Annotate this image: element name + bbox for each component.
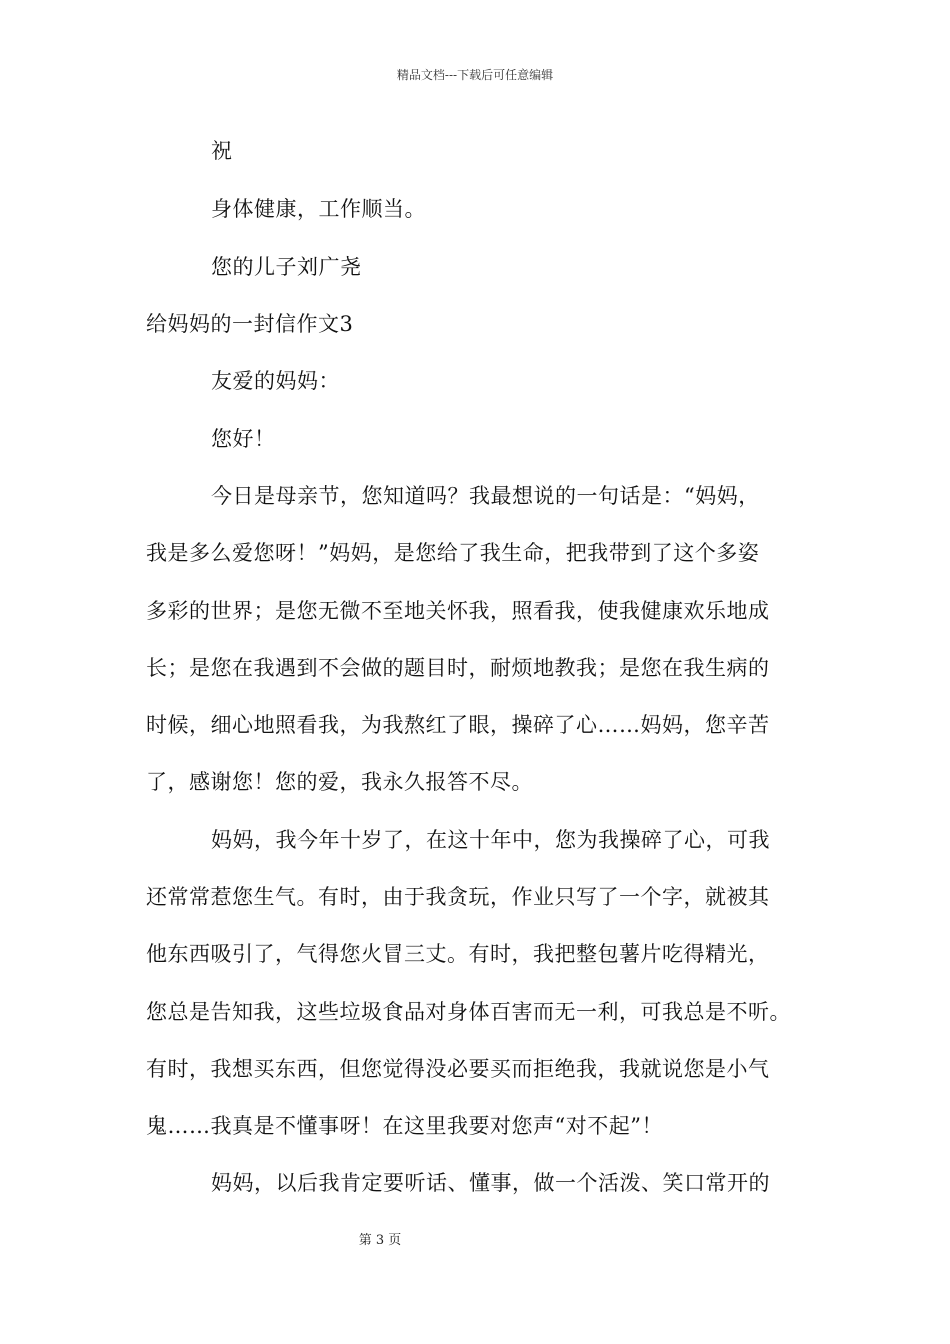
paragraph-line: 我是多么爱您呀！”妈妈，是您给了我生命，把我带到了这个多姿 — [146, 541, 760, 565]
page-header: 精品文档---下载后可任意编辑 — [396, 68, 554, 82]
signature: 您的儿子刘广尧 — [211, 255, 362, 279]
paragraph-line: 时候，细心地照看我，为我熬红了眼，操碎了心……妈妈，您辛苦 — [146, 713, 770, 737]
paragraph-line: 妈妈，以后我肯定要听话、懂事，做一个活泼、笑口常开的 — [211, 1171, 770, 1195]
letter-greeting: 友爱的妈妈： — [211, 369, 340, 393]
paragraph-line: 妈妈，我今年十岁了，在这十年中，您为我操碎了心，可我 — [211, 828, 770, 852]
closing-wish: 身体健康，工作顺当。 — [211, 197, 426, 221]
letter-hello: 您好！ — [211, 427, 276, 451]
paragraph-line: 鬼……我真是不懂事呀！在这里我要对您声“对不起”！ — [146, 1114, 663, 1138]
paragraph-line: 长；是您在我遇到不会做的题目时，耐烦地教我；是您在我生病的 — [146, 656, 770, 680]
paragraph-line: 了，感谢您！您的爱，我永久报答不尽。 — [146, 770, 533, 794]
section-title: 给妈妈的一封信作文3 — [146, 312, 354, 336]
page-number: 第 3 页 — [358, 1233, 402, 1248]
paragraph-line: 今日是母亲节，您知道吗？我最想说的一句话是：“妈妈， — [211, 484, 760, 508]
paragraph-line: 有时，我想买东西，但您觉得没必要买而拒绝我，我就说您是小气 — [146, 1057, 770, 1081]
paragraph-line: 他东西吸引了，气得您火冒三丈。有时，我把整包薯片吃得精光， — [146, 942, 770, 966]
paragraph-line: 您总是告知我，这些垃圾食品对身体百害而无一利，可我总是不听。 — [146, 1000, 791, 1024]
closing-salutation: 祝 — [211, 139, 233, 163]
paragraph-line: 还常常惹您生气。有时，由于我贪玩，作业只写了一个字，就被其 — [146, 885, 770, 909]
paragraph-line: 多彩的世界；是您无微不至地关怀我，照看我，使我健康欢乐地成 — [146, 599, 770, 623]
